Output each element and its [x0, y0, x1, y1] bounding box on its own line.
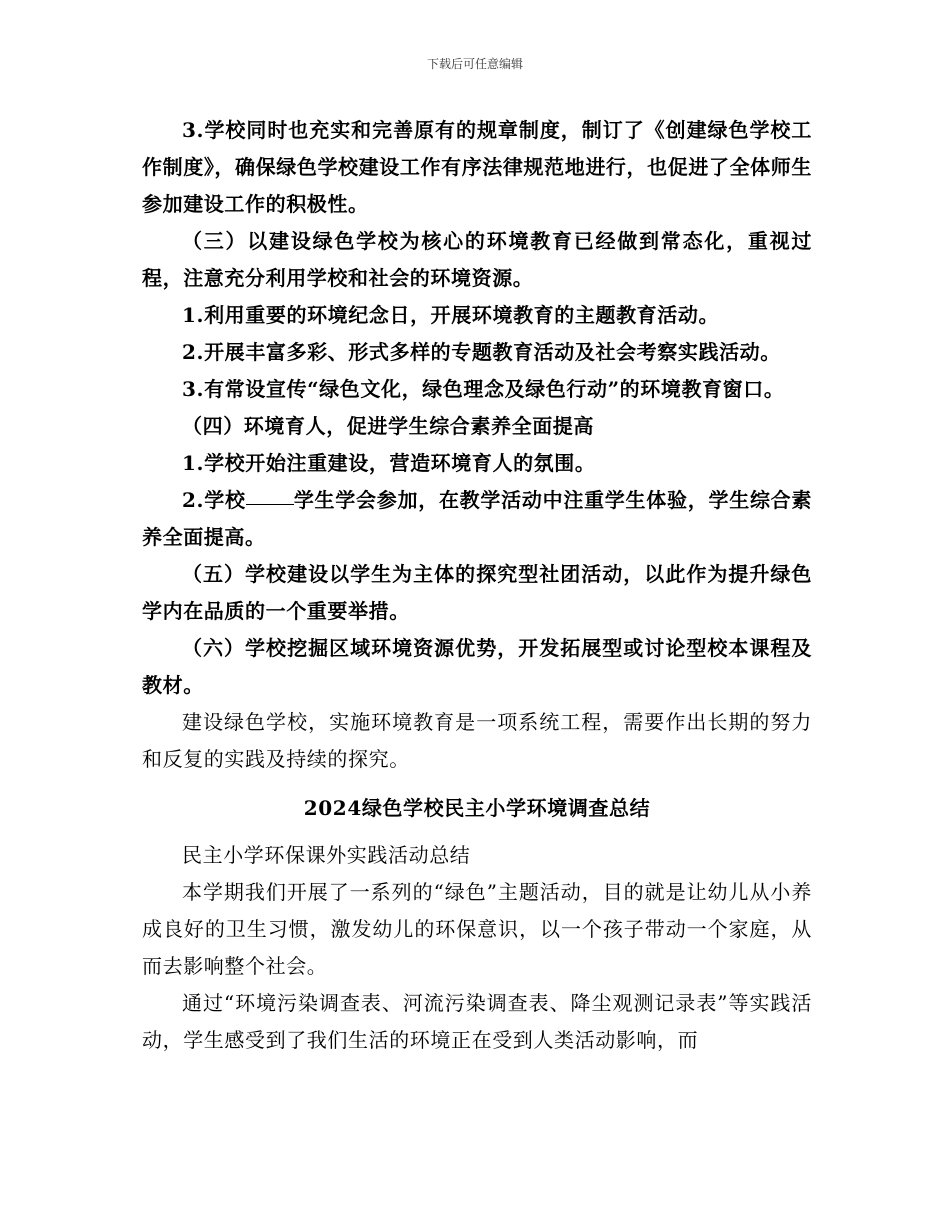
- paragraph: （四）环境育人，促进学生综合素养全面提高: [182, 414, 594, 438]
- page-header: 下载后可任意编辑: [426, 57, 523, 71]
- paragraph: 本学期我们开展了一系列的“绿色”主题活动，目的就是让幼儿从小养成良好的卫生习惯，激发幼儿的环保意识，以一个孩子带动一个家庭，从而去影响整个社会。: [142, 880, 812, 978]
- section-title: 2024绿色学校民主小学环境调查总结: [303, 796, 651, 820]
- document-body: [142, 112, 812, 1059]
- paragraph: 1.利用重要的环境纪念日，开展环境教育的主题教育活动。: [182, 303, 720, 327]
- paragraph: 3.学校同时也充实和完善原有的规章制度，制订了《创建绿色学校工作制度》，确保绿色学校建设工作有序法律规范地进行，也促进了全体师生参加建设工作的积极性。: [142, 118, 812, 216]
- paragraph: （三）以建设绿色学校为核心的环境教育已经做到常态化，重视过程，注意充分利用学校和社会的环境资源。: [142, 229, 812, 290]
- paragraph: 2.开展丰富多彩、形式多样的专题教育活动及社会考察实践活动。: [182, 340, 781, 364]
- paragraph: 3.有常设宣传“绿色文化，绿色理念及绿色行动”的环境教育窗口。: [182, 377, 785, 401]
- paragraph: 通过“环境污染调查表、河流污染调查表、降尘观测记录表”等实践活动，学生感受到了我们生活的环境正在受到人类活动影响，而: [142, 991, 812, 1052]
- paragraph-text: 学生学会参加，在教学活动中注重学生体验，学生综合素养全面提高。: [142, 488, 813, 549]
- paragraph: 建设绿色学校，实施环境教育是一项系统工程，需要作出长期的努力和反复的实践及持续的探究。: [142, 710, 812, 771]
- blank-underline: [246, 503, 294, 505]
- paragraph: 民主小学环保课外实践活动总结: [182, 843, 471, 867]
- paragraph: [142, 482, 812, 556]
- paragraph: （六）学校挖掘区域环境资源优势，开发拓展型或讨论型校本课程及教材。: [142, 636, 812, 697]
- paragraph-text: 2.学校: [182, 488, 246, 512]
- paragraph: 1.学校开始注重建设，营造环境育人的氛围。: [182, 451, 596, 475]
- paragraph: （五）学校建设以学生为主体的探究型社团活动，以此作为提升绿色学内在品质的一个重要举措。: [142, 562, 812, 623]
